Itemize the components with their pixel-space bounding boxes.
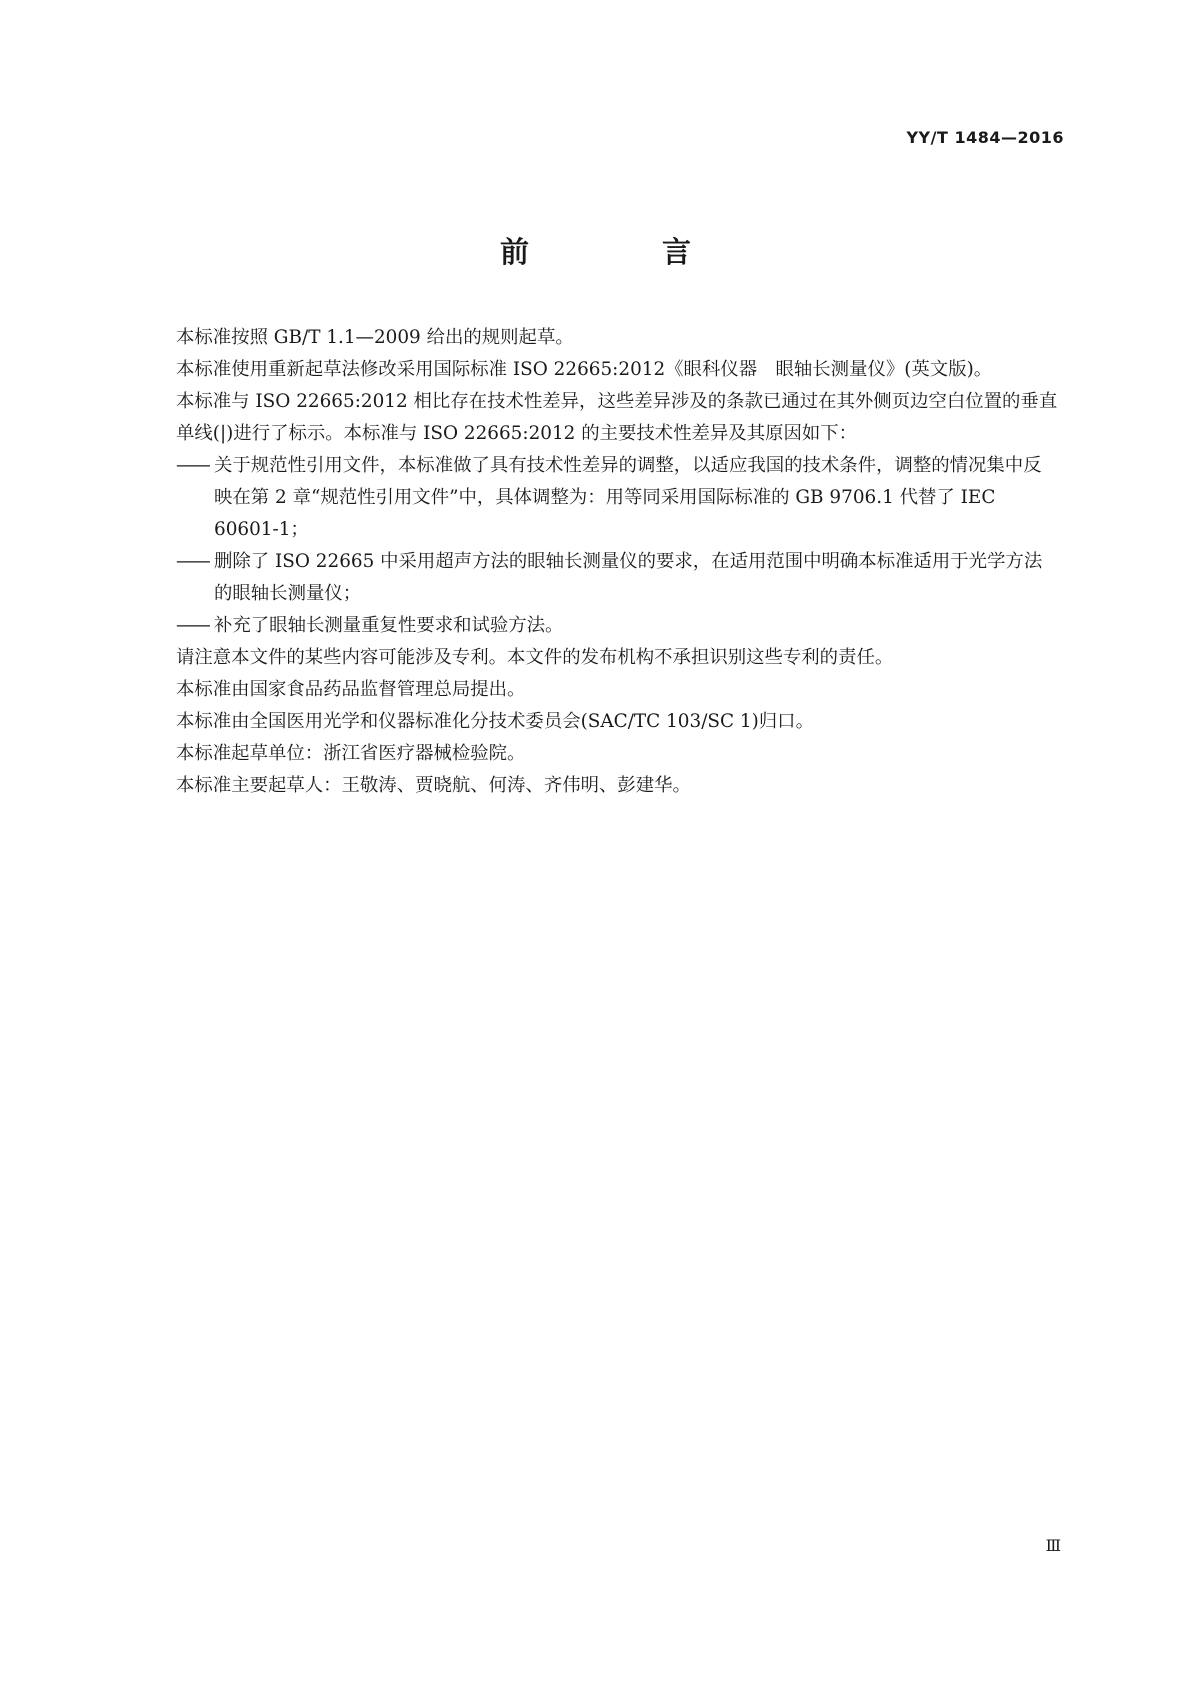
paragraph-technical-committee: 本标准由全国医用光学和仪器标准化分技术委员会(SAC/TC 103/SC 1)归口。	[176, 711, 814, 732]
list-item-text: 删除了 ISO 22665 中采用超声方法的眼轴长测量仪的要求，在适用范围中明确本标准适用于光学方法的眼轴长测量仪；	[214, 551, 1043, 604]
paragraph-drafters: 本标准主要起草人：王敬涛、贾晓航、何涛、齐伟明、彭建华。	[176, 775, 691, 796]
paragraph-proposer: 本标准由国家食品药品监督管理总局提出。	[176, 679, 526, 700]
page-title: 前 言	[499, 235, 743, 269]
list-item	[176, 610, 1059, 642]
list-item	[176, 450, 1059, 546]
list-item-text: 关于规范性引用文件，本标准做了具有技术性差异的调整，以适应我国的技术条件，调整的情况集中反映在第 2 章“规范性引用文件”中，具体调整为：用等同采用国际标准的 GB 9706.1 代替了 IEC 60601-1；	[214, 455, 1042, 540]
list-item-text: 补充了眼轴长测量重复性要求和试验方法。	[214, 615, 564, 636]
dash-marker: ——	[176, 551, 209, 572]
paragraph-drafting-unit: 本标准起草单位：浙江省医疗器械检验院。	[176, 743, 526, 764]
page-number: Ⅲ	[1045, 1536, 1061, 1555]
dash-marker: ——	[176, 455, 209, 476]
foreword-body	[176, 322, 1059, 802]
dash-marker: ——	[176, 615, 209, 636]
paragraph-drafting-rules: 本标准按照 GB/T 1.1—2009 给出的规则起草。	[176, 327, 574, 348]
list-item	[176, 546, 1059, 610]
paragraph-technical-differences: 本标准与 ISO 22665:2012 相比存在技术性差异，这些差异涉及的条款已通过在其外侧页边空白位置的垂直单线(|)进行了标示。本标准与 ISO 22665:2012 的主要技术性差异及其原因如下：	[176, 391, 1058, 444]
paragraph-patent-notice: 请注意本文件的某些内容可能涉及专利。本文件的发布机构不承担识别这些专利的责任。	[176, 647, 894, 668]
paragraph-adoption-method: 本标准使用重新起草法修改采用国际标准 ISO 22665:2012《眼科仪器 眼轴长测量仪》(英文版)。	[176, 359, 993, 380]
standard-number: YY/T 1484—2016	[906, 128, 1064, 147]
